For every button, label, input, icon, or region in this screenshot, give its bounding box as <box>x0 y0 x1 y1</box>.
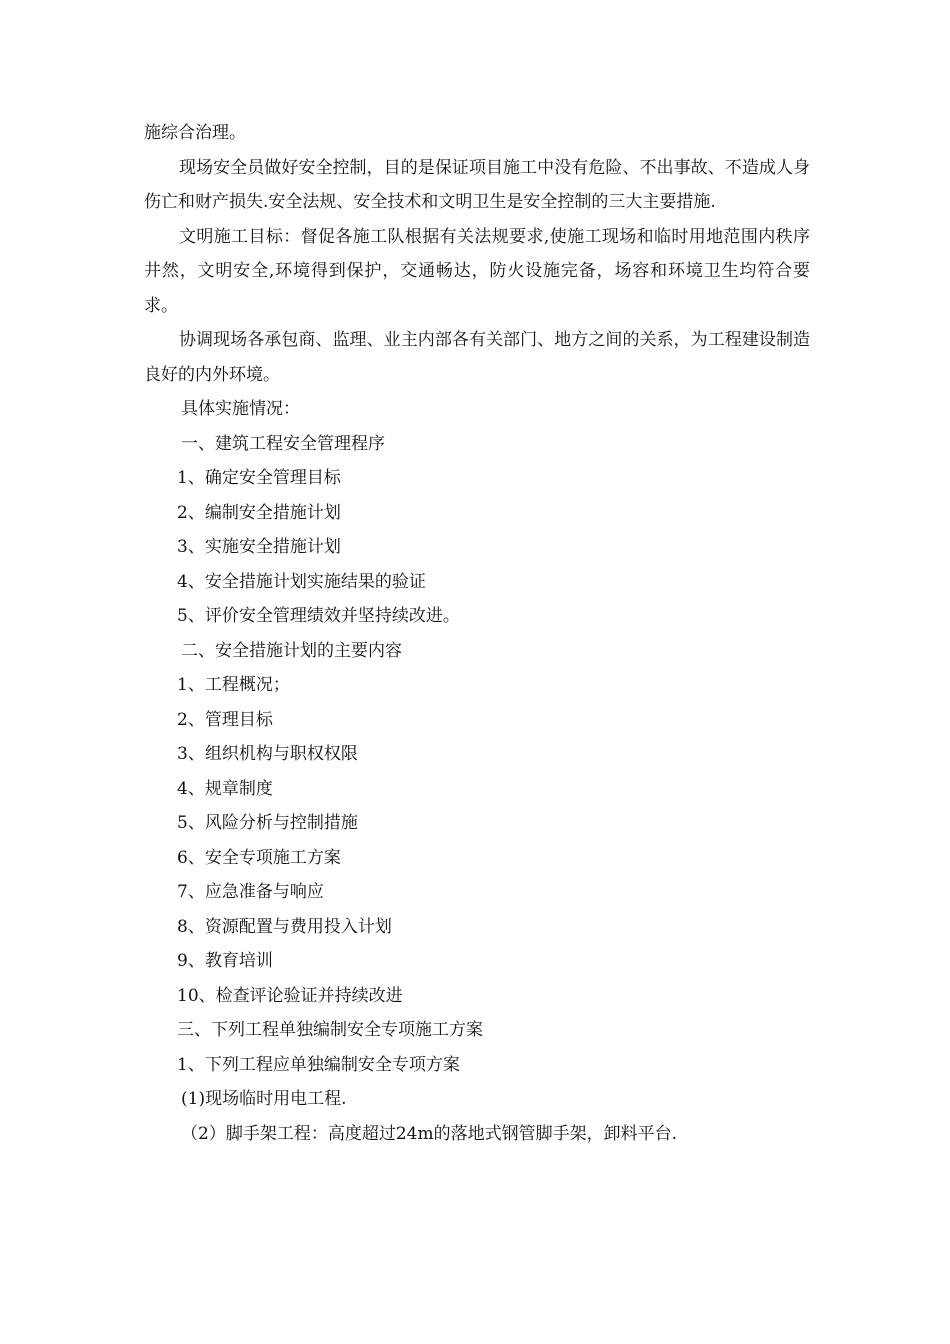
intro-line: 具体实施情况： <box>181 399 300 419</box>
list-item: 1、工程概况； <box>177 675 290 695</box>
list-item: 2、编制安全措施计划 <box>177 502 341 523</box>
list-item: 4、安全措施计划实施结果的验证 <box>177 571 426 592</box>
paragraph-safety-control: 现场安全员做好安全控制，目的是保证项目施工中没有危险、不出事故、不造成人身伤亡和财产损失.安全法规、安全技术和文明卫生是安全控制的三大主要措施. <box>144 157 810 212</box>
list-item: 5、评价安全管理绩效并坚持续改进。 <box>177 606 460 626</box>
section-heading-1: 一、建筑工程安全管理程序 <box>181 433 385 454</box>
list-item: 3、实施安全措施计划 <box>177 537 341 557</box>
list-item: 9、教育培训 <box>177 951 273 971</box>
sub-list-item: （2）脚手架工程：高度超过24m的落地式钢管脚手架，卸料平台. <box>181 1123 677 1144</box>
section-heading-3: 三、下列工程单独编制安全专项施工方案 <box>177 1020 483 1040</box>
paragraph-civilized-construction: 文明施工目标：督促各施工队根据有关法规要求,使施工现场和临时用地范围内秩序井然，文明安全,环境得到保护，交通畅达，防火设施完备，场容和环境卫生均符合要求。 <box>144 226 810 316</box>
list-item: 2、管理目标 <box>177 709 273 730</box>
list-item: 7、应急准备与响应 <box>177 882 324 902</box>
list-item: 10、检查评论验证并持续改进 <box>177 985 403 1006</box>
list-item: 1、确定安全管理目标 <box>177 468 341 488</box>
list-item: 8、资源配置与费用投入计划 <box>177 916 392 937</box>
list-item: 4、规章制度 <box>177 778 273 799</box>
paragraph-coordination: 协调现场各承包商、监理、业主内部各有关部门、地方之间的关系，为工程建设制造良好的内外环境。 <box>144 330 810 385</box>
list-item: 6、安全专项施工方案 <box>177 847 341 868</box>
list-item: 1、下列工程应单独编制安全专项方案 <box>177 1054 460 1075</box>
list-item: 5、风险分析与控制措施 <box>177 813 358 833</box>
list-item: 3、组织机构与职权权限 <box>177 744 358 764</box>
sub-list-item: (1)现场临时用电工程. <box>181 1089 347 1109</box>
section-heading-2: 二、安全措施计划的主要内容 <box>181 640 402 661</box>
paragraph-continuation: 施综合治理。 <box>144 123 246 143</box>
document-body <box>144 116 810 1151</box>
